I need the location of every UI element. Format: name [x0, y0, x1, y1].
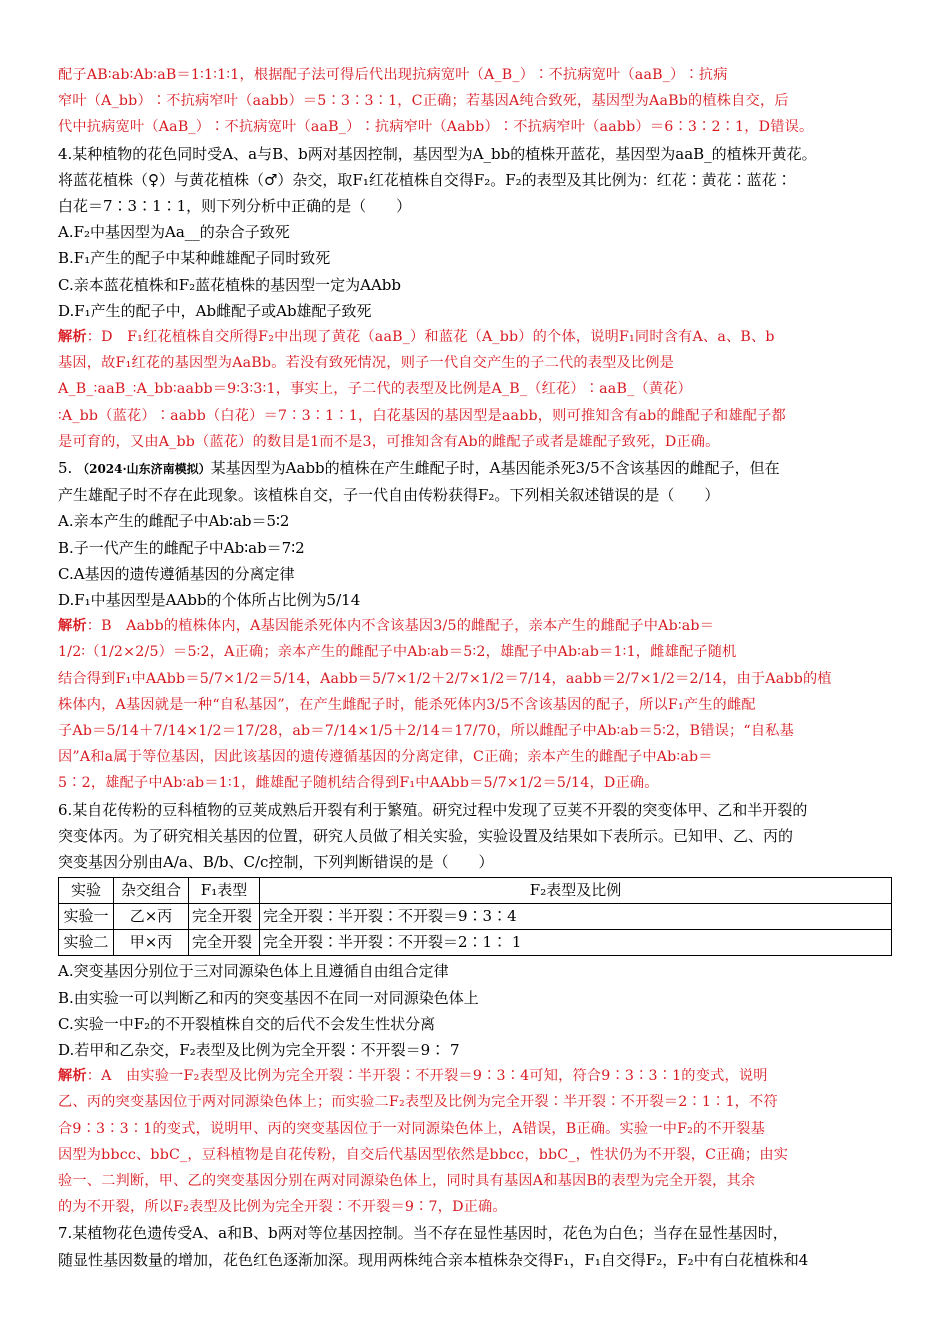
question-stem-line: 产生雄配子时不存在此现象。该植株自交，子一代自由传粉获得F₂。下列相关叙述错误的是（ ） [58, 486, 720, 505]
analysis-line: 是可育的，又由A_bb（蓝花）的数目是1而不是3，可推知含有Ab的雌配子或者是雄配子致死，D正确。 [58, 433, 720, 450]
analysis-text: ：B Aabb的植株体内，A基因能杀死体内不含该基因3/5的雌配子，亲本产生的雌配子中Ab∶ab＝ [86, 618, 715, 635]
analysis-line [58, 613, 898, 639]
table-cell: 实验一 [59, 904, 114, 930]
option-d: D.F₁产生的配子中，Ab雌配子或Ab雄配子致死 [58, 301, 372, 320]
analysis-label: 解析 [58, 1068, 87, 1085]
option-d: D.F₁中基因型是AAbb的个体所占比例为5/14 [58, 591, 361, 610]
table-cell: 实验二 [59, 930, 114, 956]
question-5 [58, 455, 898, 797]
analysis-line: 因型为bbcc、bbC_，豆科植物是自花传粉，自交后代基因型依然是bbcc，bbC_，性状仍为不开裂，C正确；由实 [58, 1146, 789, 1163]
option-d: D.若甲和乙杂交，F₂表型及比例为完全开裂∶不开裂＝9∶ 7 [58, 1040, 460, 1059]
analysis-line: 1/2∶（1/2×2/5）＝5∶2，A正确；亲本产生的雌配子中Ab∶ab＝5∶2，雄配子中Ab∶ab＝1∶1，雌雄配子随机 [58, 644, 737, 661]
analysis-line: A_B_∶aaB_∶A_bb∶aabb＝9∶3∶3∶1，事实上，子二代的表型及比例是A_B_（红花）∶aaB_（黄花） [58, 381, 692, 398]
analysis-line: 子Ab＝5/14＋7/14×1/2＝17/28，ab＝7/14×1/5＋2/14＝17/70，所以雌配子中Ab∶ab＝5∶2，B错误；“自私基 [58, 723, 795, 740]
analysis-line: 合9∶3∶3∶1的变式，说明甲、丙的突变基因位于一对同源染色体上，A错误，B正确。实验一中F₂的不开裂基 [58, 1120, 765, 1137]
table-cell: 完全开裂 [189, 904, 260, 930]
analysis-line: 结合得到F₁中AAbb＝5/7×1/2＝5/14，Aabb＝5/7×1/2＋2/7×1/2＝7/14，aabb＝2/7×1/2＝2/14，由于Aabb的植 [58, 670, 832, 687]
question-stem-line [58, 455, 898, 482]
previous-explanation [58, 62, 898, 141]
option-c: C.A基因的遗传遵循基因的分离定律 [58, 564, 295, 583]
explanation-line: 代中抗病宽叶（AaB_）∶不抗病宽叶（aaB_）∶抗病窄叶（Aabb）∶不抗病窄叶（aabb）＝6∶3∶2∶1，D错误。 [58, 119, 814, 136]
explanation-line: 窄叶（A_bb）∶不抗病窄叶（aabb）＝5∶3∶3∶1，C正确；若基因A纯合致死，基因型为AaBb的植株自交，后 [58, 93, 789, 110]
analysis-line: 株体内，A基因就是一种“自私基因”，在产生雌配子时，能杀死体内3/5不含该基因的配子，所以F₁产生的雌配 [58, 696, 756, 713]
option-b: B.子一代产生的雌配子中Ab∶ab＝7∶2 [58, 538, 305, 557]
analysis-line [58, 324, 898, 350]
question-stem-line: 突变基因分别由A/a、B/b、C/c控制，下列判断错误的是（ ） [58, 853, 494, 872]
question-stem-line: 白花＝7∶3∶1∶1，则下列分析中正确的是（ ） [58, 197, 412, 216]
question-stem-text: 某基因型为Aabb的植株在产生雌配子时，A基因能杀死3/5不含该基因的雌配子，但在 [210, 459, 780, 478]
table-header-cell: 杂交组合 [114, 878, 189, 904]
option-a: A.F₂中基因型为Aa__的杂合子致死 [58, 223, 290, 242]
table-header-row [59, 878, 892, 904]
table-row [59, 930, 892, 956]
table-header-cell: F₁表型 [189, 878, 260, 904]
analysis-line: 基因，故F₁红花的基因型为AaBb。若没有致死情况，则子一代自交产生的子二代的表型及比例是 [58, 355, 675, 372]
table-cell: 乙×丙 [114, 904, 189, 930]
analysis-line: 的为不开裂，所以F₂表型及比例为完全开裂∶不开裂＝9∶7，D正确。 [58, 1199, 507, 1216]
question-7 [58, 1220, 898, 1272]
option-c: C.实验一中F₂的不开裂植株自交的后代不会发生性状分离 [58, 1014, 436, 1033]
analysis-text: ：D F₁红花植株自交所得F₂中出现了黄花（aaB_）和蓝花（A_bb）的个体，说明F₁同时含有A、a、B、b [86, 329, 775, 346]
question-source: （2024·山东济南模拟） [77, 462, 211, 477]
question-6 [58, 797, 898, 1221]
analysis-line: ∶A_bb（蓝花）∶aabb（白花）＝7∶3∶1∶1，白花基因的基因型是aabb，则可推知含有ab的雌配子和雄配子都 [58, 407, 786, 424]
explanation-line: 配子AB∶ab∶Ab∶aB＝1∶1∶1∶1，根据配子法可得后代出现抗病宽叶（A_B_）∶不抗病宽叶（aaB_）∶抗病 [58, 67, 728, 83]
option-a: A.亲本产生的雌配子中Ab∶ab＝5∶2 [58, 512, 290, 531]
table-cell: 完全开裂∶半开裂∶不开裂＝2∶1∶ 1 [260, 930, 892, 956]
document-page [58, 62, 898, 1273]
analysis-line: 乙、丙的突变基因位于两对同源染色体上；而实验二F₂表型及比例为完全开裂∶半开裂∶不开裂＝2∶1∶1，不符 [58, 1094, 778, 1111]
question-4 [58, 141, 898, 455]
table-header-cell: 实验 [59, 878, 114, 904]
table-row [59, 904, 892, 930]
table-cell: 甲×丙 [114, 930, 189, 956]
option-b: B.F₁产生的配子中某种雌雄配子同时致死 [58, 249, 331, 268]
question-stem-line: 将蓝花植株（♀）与黄花植株（♂）杂交，取F₁红花植株自交得F₂。F₂的表型及其比例为：红花∶黄花∶蓝花∶ [58, 170, 792, 189]
analysis-line: 验一、二判断，甲、乙的突变基因分别在两对同源染色体上，同时具有基因A和基因B的表型为完全开裂，其余 [58, 1172, 756, 1189]
question-stem-line: 突变体丙。为了研究相关基因的位置，研究人员做了相关实验，实验设置及结果如下表所示。已知甲、乙、丙的 [58, 826, 794, 845]
question-stem-line: 6.某自花传粉的豆科植物的豆荚成熟后开裂有利于繁殖。研究过程中发现了豆荚不开裂的突变体甲、乙和半开裂的 [58, 800, 808, 819]
analysis-line: 5∶2，雄配子中Ab∶ab＝1∶1，雌雄配子随机结合得到F₁中AAbb＝5/7×1/2＝5/14，D正确。 [58, 775, 659, 792]
table-header-cell: F₂表型及比例 [260, 878, 892, 904]
analysis-line: 因”A和a属于等位基因，因此该基因的遗传遵循基因的分离定律，C正确；亲本产生的雌配子中Ab∶ab＝ [58, 749, 713, 766]
question-stem-line: 4.某种植物的花色同时受A、a与B、b两对基因控制，基因型为A_bb的植株开蓝花，基因型为aaB_的植株开黄花。 [58, 144, 817, 163]
table-cell: 完全开裂 [189, 930, 260, 956]
analysis-label: 解析 [58, 618, 87, 635]
question-stem-line: 随显性基因数量的增加，花色红色逐渐加深。现用两株纯合亲本植株杂交得F₁，F₁自交得F₂，F₂中有白花植株和4 [58, 1250, 809, 1269]
experiment-table [58, 877, 892, 956]
option-a: A.突变基因分别位于三对同源染色体上且遵循自由组合定律 [58, 962, 449, 981]
analysis-line [58, 1063, 898, 1089]
question-number: 5. [58, 459, 78, 478]
option-b: B.由实验一可以判断乙和丙的突变基因不在同一对同源染色体上 [58, 988, 479, 1007]
analysis-text: ：A 由实验一F₂表型及比例为完全开裂∶半开裂∶不开裂＝9∶3∶4可知，符合9∶3∶3∶1的变式，说明 [86, 1068, 768, 1085]
option-c: C.亲本蓝花植株和F₂蓝花植株的基因型一定为AAbb [58, 275, 402, 294]
table-cell: 完全开裂∶半开裂∶不开裂＝9∶3∶4 [260, 904, 892, 930]
question-stem-line: 7.某植物花色遗传受A、a和B、b两对等位基因控制。当不存在显性基因时，花色为白色；当存在显性基因时， [58, 1224, 788, 1243]
analysis-label: 解析 [58, 329, 87, 346]
